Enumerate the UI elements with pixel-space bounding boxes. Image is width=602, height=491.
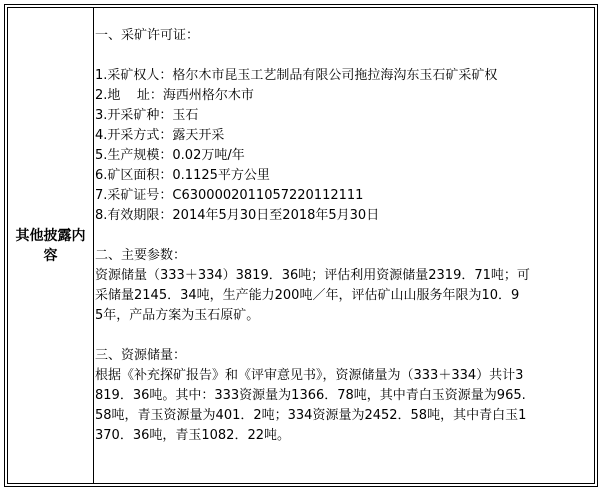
parameters-line: 采储量2145．34吨，生产能力200吨／年，评估矿山山服务年限为10．9 [95,288,520,303]
reserves-paragraph [95,366,594,446]
permit-item: 7.采矿证号：C6300002011057220112111 [95,188,364,203]
permit-item: 3.开采矿种：玉石 [95,108,199,123]
section-heading-permit: 一、采矿许可证： [95,28,200,43]
parameters-paragraph [95,266,594,326]
permit-item: 1.采矿权人：格尔木市昆玉工艺制品有限公司拖拉海沟东玉石矿采矿权 [95,68,498,83]
section-heading-reserves: 三、资源储量： [95,348,187,363]
spacer [95,46,594,66]
spacer [95,326,594,346]
label-cell [8,8,94,483]
permit-item: 2.地 址：海西州格尔木市 [95,88,254,103]
spacer [95,226,594,246]
row-label: 其他披露内容 [15,227,86,264]
permit-item: 6.矿区面积：0.1125平方公里 [95,168,270,183]
parameters-line: 5年，产品方案为玉石原矿。 [95,308,260,323]
reserves-line: 根据《补充探矿报告》和《评审意见书》，资源储量为（333＋334）共计3 [95,368,524,383]
content-cell [95,26,594,446]
reserves-line: 370．36吨，青玉1082．22吨。 [95,428,290,443]
parameters-line: 资源储量（333＋334）3819．36吨；评估利用资源储量2319．71吨；可 [95,268,530,283]
reserves-line: 819．36吨。其中：333资源量为1366．78吨，其中青白玉资源量为965. [95,388,526,403]
permit-item: 5.生产规模：0.02万吨/年 [95,148,245,163]
reserves-line: 58吨，青玉资源量为401．2吨；334资源量为2452．58吨，其中青白玉1 [95,408,527,423]
permit-item: 8.有效期限：2014年5月30日至2018年5月30日 [95,208,380,223]
section-heading-parameters: 二、主要参数： [95,248,187,263]
permit-item: 4.开采方式：露天开采 [95,128,225,143]
